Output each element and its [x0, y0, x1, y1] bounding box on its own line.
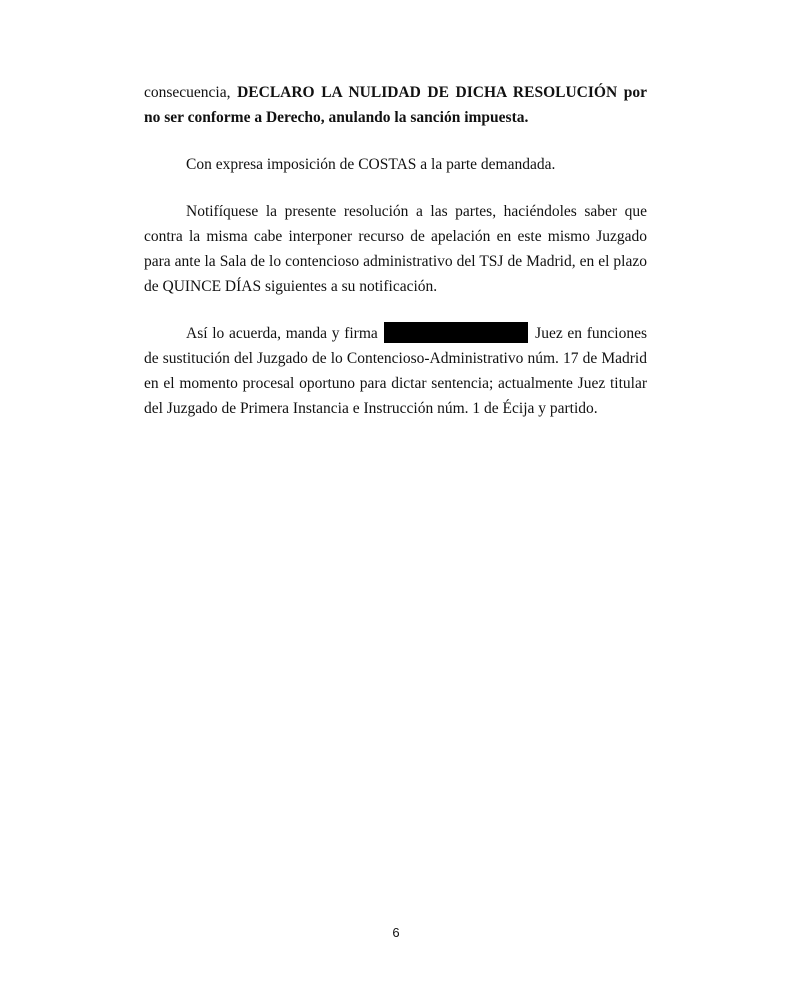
page-number: 6: [392, 925, 400, 940]
ruling-bold-text: DECLARO LA NULIDAD DE DICHA RESOLUCIÓN por no ser conforme a Derecho, anulando la sanción impuesta.: [144, 84, 647, 126]
ruling-paragraph: [144, 80, 647, 130]
costs-paragraph: Con expresa imposición de COSTAS a la parte demandada.: [186, 156, 556, 173]
redacted-name-block: [384, 322, 528, 343]
document-body: [144, 80, 647, 421]
signature-paragraph: [144, 321, 647, 421]
signature-text-after: Juez en funciones de sustitución del Juzgado de lo Contencioso-Administrativo núm. 17 de Madrid en el momento procesal oportuno para dictar sentencia; actualmente Juez titular del Juzgado de Primera Instancia e Instrucción núm. 1 de Écija y partido.: [144, 325, 647, 417]
ruling-prefix: consecuencia,: [144, 84, 238, 101]
notification-paragraph: Notifíquese la presente resolución a las partes, haciéndoles saber que contra la misma cabe interponer recurso de apelación en este mismo Juzgado para ante la Sala de lo contencioso administrativo del TSJ de Madrid, en el plazo de QUINCE DÍAS siguientes a su notificación.: [144, 203, 647, 295]
signature-text-before: Así lo acuerda, manda y firma: [186, 325, 378, 342]
